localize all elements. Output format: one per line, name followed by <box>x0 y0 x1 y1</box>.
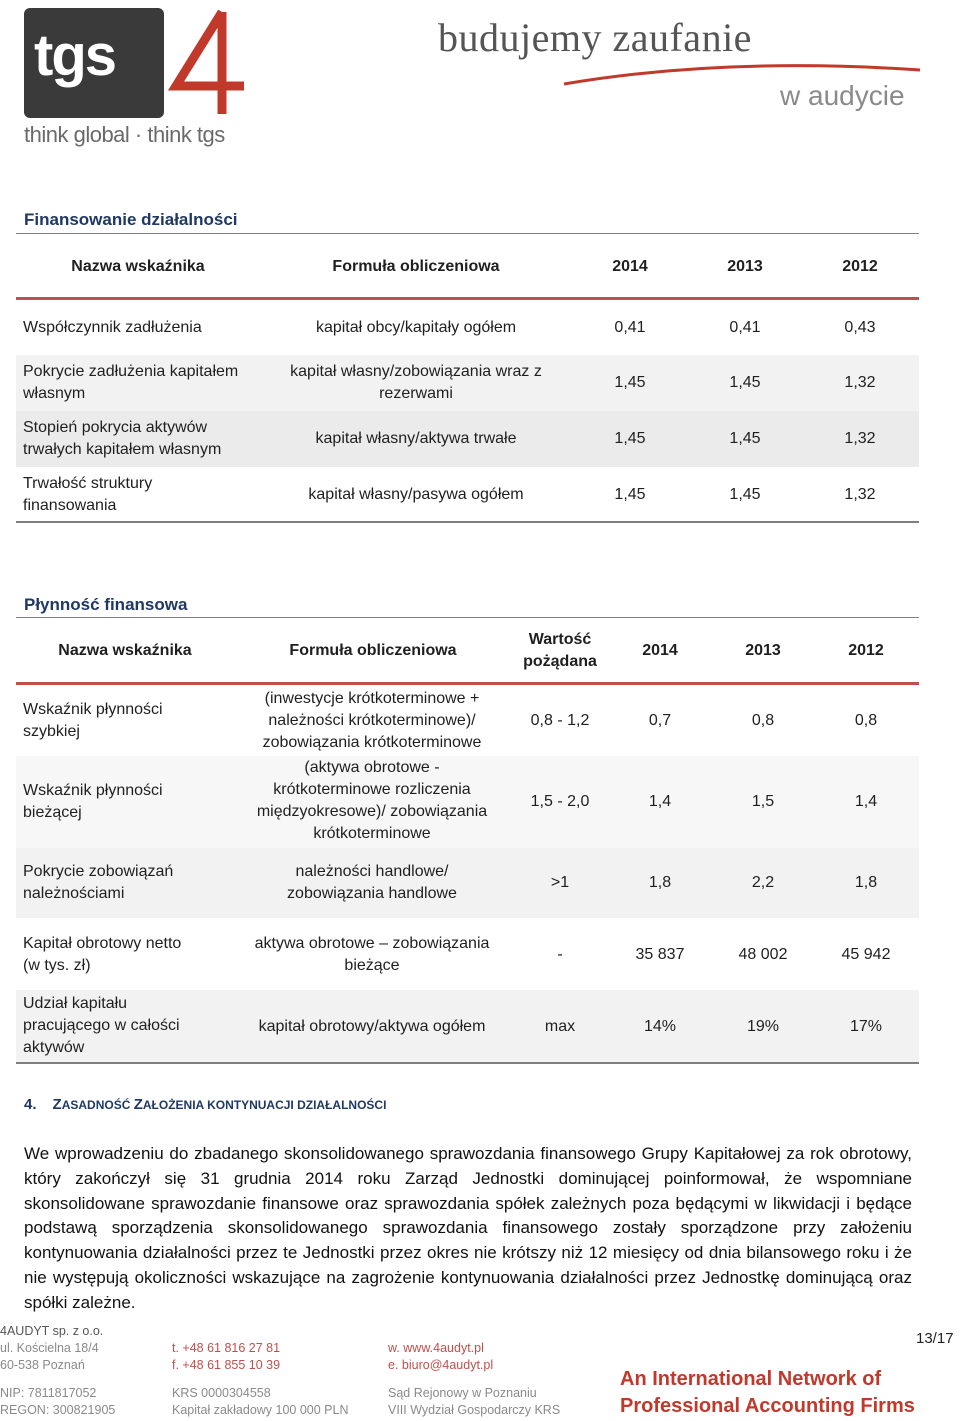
header-name: Nazwa wskaźnika <box>71 258 205 275</box>
indicator-name <box>23 861 173 905</box>
indicator-formula <box>242 757 502 845</box>
footer-website-link[interactable]: w. www.4audyt.pl <box>388 1341 484 1355</box>
formula-line: należności handlowe/ <box>295 863 449 880</box>
indicator-name-line: Trwałość struktury <box>23 475 153 492</box>
table-row <box>16 918 919 990</box>
value-2014: 1,45 <box>614 486 646 503</box>
network-tagline <box>620 1366 915 1420</box>
formula-line: bieżące <box>344 957 400 974</box>
indicator-name-line: finansowania <box>23 497 117 514</box>
footer-company: 4AUDYT sp. z o.o. <box>0 1324 104 1338</box>
value-2012: 1,32 <box>844 486 876 503</box>
indicator-formula: kapitał obrotowy/aktywa ogółem <box>258 1018 486 1035</box>
table-bottom-border <box>16 521 919 523</box>
heading-capital: Z <box>52 1096 62 1113</box>
desired-value: - <box>557 946 563 963</box>
value-2012: 0,43 <box>844 319 876 336</box>
footer-court: Sąd Rejonowy w Poznaniu <box>388 1386 537 1400</box>
indicator-name <box>23 933 181 977</box>
heading-smallcaps: AŁOŻENIA KONTYNUACJI DZIAŁALNOŚCI <box>142 1098 387 1112</box>
logo-four-icon <box>164 8 250 118</box>
footer-phone: t. +48 61 816 27 81 <box>172 1341 281 1355</box>
formula-line: zobowiązania krótkoterminowe <box>262 734 482 751</box>
value-2013: 19% <box>746 1018 780 1035</box>
header-year-2014: 2014 <box>642 642 678 659</box>
indicator-name-line: (w tys. zł) <box>23 957 91 974</box>
footer-address-line2: 60-538 Poznań <box>0 1358 85 1372</box>
indicator-name-line: trwałych kapitałem własnym <box>23 441 222 458</box>
value-2012: 0,8 <box>854 712 878 729</box>
value-2012: 1,8 <box>854 874 878 891</box>
section-title-financing: Finansowanie działalności <box>24 210 238 229</box>
formula-line: międzyokresowe)/ zobowiązania <box>256 803 488 820</box>
desired-value: 0,8 - 1,2 <box>530 712 590 729</box>
value-2013: 1,45 <box>729 486 761 503</box>
indicator-name-line: Stopień pokrycia aktywów <box>23 419 208 436</box>
value-2014: 1,45 <box>614 430 646 447</box>
indicator-name-line: aktywów <box>23 1039 85 1056</box>
header-desired-line: pożądana <box>523 653 597 670</box>
indicator-name-line: pracującego w całości <box>23 1017 180 1034</box>
desired-value: 1,5 - 2,0 <box>530 793 590 810</box>
value-2014: 1,4 <box>648 793 672 810</box>
table-bottom-border <box>16 1062 919 1064</box>
value-2014: 0,7 <box>648 712 672 729</box>
heading-capital: Z <box>133 1096 143 1113</box>
header-year-2014: 2014 <box>612 258 648 275</box>
footer-court-dept: VIII Wydział Gospodarczy KRS <box>388 1403 561 1417</box>
indicator-name-line: Pokrycie zadłużenia kapitałem <box>23 363 239 380</box>
header-year-2013: 2013 <box>745 642 781 659</box>
divider <box>16 233 919 234</box>
value-2012: 1,4 <box>854 793 878 810</box>
value-2013: 2,2 <box>751 874 775 891</box>
indicator-name-line: Udział kapitału <box>23 995 128 1012</box>
value-2014: 0,41 <box>614 319 646 336</box>
value-2013: 1,45 <box>729 374 761 391</box>
indicator-formula: kapitał własny/pasywa ogółem <box>308 486 524 503</box>
header-underline <box>16 682 919 685</box>
value-2014: 1,8 <box>648 874 672 891</box>
value-2012: 1,32 <box>844 430 876 447</box>
indicator-formula: kapitał własny/aktywa trwałe <box>315 430 517 447</box>
formula-line: zobowiązania handlowe <box>287 885 457 902</box>
header-name: Nazwa wskaźnika <box>58 642 192 659</box>
value-2014: 14% <box>643 1018 677 1035</box>
table-row <box>16 355 919 411</box>
indicator-name <box>23 699 163 743</box>
table-row <box>16 686 919 756</box>
heading-number: 4. <box>24 1096 37 1113</box>
indicator-name-line: Wskaźnik płynności <box>23 701 163 718</box>
formula-line: należności krótkoterminowe)/ <box>268 712 476 729</box>
page-number: 13/17 <box>916 1330 954 1347</box>
formula-line: rezerwami <box>379 385 453 402</box>
header-formula: Formuła obliczeniowa <box>289 642 457 659</box>
value-2013: 0,8 <box>751 712 775 729</box>
table-row <box>16 848 919 918</box>
formula-line: (inwestycje krótkoterminowe + <box>264 690 480 707</box>
indicator-name-line: należnościami <box>23 885 125 902</box>
indicator-formula <box>276 361 556 405</box>
indicator-name <box>23 361 238 405</box>
header-formula: Formuła obliczeniowa <box>332 258 500 275</box>
footer-address-line1: ul. Kościelna 18/4 <box>0 1341 99 1355</box>
formula-line: krótkoterminowe <box>313 825 431 842</box>
indicator-name-line: bieżącej <box>23 804 82 821</box>
footer-email-link[interactable]: e. biuro@4audyt.pl <box>388 1358 494 1372</box>
logo-tgs-block <box>24 8 164 118</box>
network-line: Professional Accounting Firms <box>620 1395 915 1417</box>
header-underline <box>16 297 919 300</box>
header-desired-value <box>510 629 610 673</box>
indicator-name-line: Pokrycie zobowiązań <box>23 863 174 880</box>
footer-capital: Kapitał zakładowy 100 000 PLN <box>172 1403 349 1417</box>
value-2012: 45 942 <box>841 946 891 963</box>
desired-value: >1 <box>550 874 570 891</box>
value-2013: 0,41 <box>729 319 761 336</box>
body-paragraph: We wprowadzeniu do zbadanego skonsolidowanego sprawozdania finansowego Grupy Kapitałowej za rok obrotowy, który zakończył się 31 grudnia 2014 roku Zarząd Jednostki dominującej poinformował, że wspomniane skonsolidowane sprawozdanie finansowe oraz sprawozdania spółek zależnych poza będącymi w likwidacji i będące podstawą sporządzenia skonsolidowanego sprawozdania finansowego zostały sporządzone przy założeniu kontynuowania działalności przez te Jednostki przez okres nie krótszy niż 12 miesięcy od dnia bilansowego roku i że nie występują okoliczności wskazujące na zagrożenie kontynuowania działalności przez Jednostkę dominującą oraz spółki zależne. <box>24 1144 912 1312</box>
indicator-name-line: własnym <box>23 385 86 402</box>
footer-nip: NIP: 7811817052 <box>0 1386 97 1400</box>
table-row <box>16 467 919 521</box>
table-row <box>16 411 919 467</box>
slogan-sub: w audycie <box>780 80 905 111</box>
table-row <box>16 990 919 1062</box>
indicator-name-line: Kapitał obrotowy netto <box>23 935 182 952</box>
logo-text: tgs <box>34 23 115 88</box>
desired-value: max <box>544 1018 576 1035</box>
footer-fax: f. +48 61 855 10 39 <box>172 1358 281 1372</box>
indicator-name-line: Wskaźnik płynności <box>23 782 163 799</box>
value-2014: 1,45 <box>614 374 646 391</box>
indicator-formula: kapitał obcy/kapitały ogółem <box>315 319 517 336</box>
divider <box>16 617 919 618</box>
heading-smallcaps: ASADNOŚĆ <box>61 1098 134 1112</box>
value-2013: 1,5 <box>751 793 775 810</box>
indicator-formula <box>242 688 502 754</box>
indicator-name <box>23 473 152 517</box>
formula-line: krótkoterminowe rozliczenia <box>273 781 471 798</box>
network-line: An International Network of <box>620 1368 882 1390</box>
value-2012: 1,32 <box>844 374 876 391</box>
indicator-name <box>23 780 163 824</box>
logo-tagline: think global · think tgs <box>24 122 225 147</box>
formula-line: aktywa obrotowe – zobowiązania <box>254 935 490 952</box>
table-row <box>16 301 919 355</box>
header-year-2012: 2012 <box>842 258 878 275</box>
value-2012: 17% <box>849 1018 883 1035</box>
footer-regon: REGON: 300821905 <box>0 1403 116 1417</box>
formula-line: (aktywa obrotowe - <box>304 759 440 776</box>
header-year-2012: 2012 <box>848 642 884 659</box>
value-2014: 35 837 <box>635 946 685 963</box>
indicator-formula <box>242 861 502 905</box>
indicator-formula <box>242 933 502 977</box>
formula-line: kapitał własny/zobowiązania wraz z <box>290 363 542 380</box>
value-2013: 1,45 <box>729 430 761 447</box>
section-title-liquidity: Płynność finansowa <box>24 595 188 614</box>
footer-krs: KRS 0000304558 <box>172 1386 271 1400</box>
indicator-name: Współczynnik zadłużenia <box>23 319 202 336</box>
header-year-2013: 2013 <box>727 258 763 275</box>
value-2013: 48 002 <box>738 946 788 963</box>
slogan-main: budujemy zaufanie <box>438 15 752 60</box>
indicator-name <box>23 993 180 1059</box>
header-desired-line: Wartość <box>528 631 592 648</box>
section-heading-4 <box>24 1096 386 1113</box>
company-logo <box>24 8 226 118</box>
indicator-name <box>23 417 221 461</box>
table-row <box>16 756 919 848</box>
indicator-name-line: szybkiej <box>23 723 80 740</box>
